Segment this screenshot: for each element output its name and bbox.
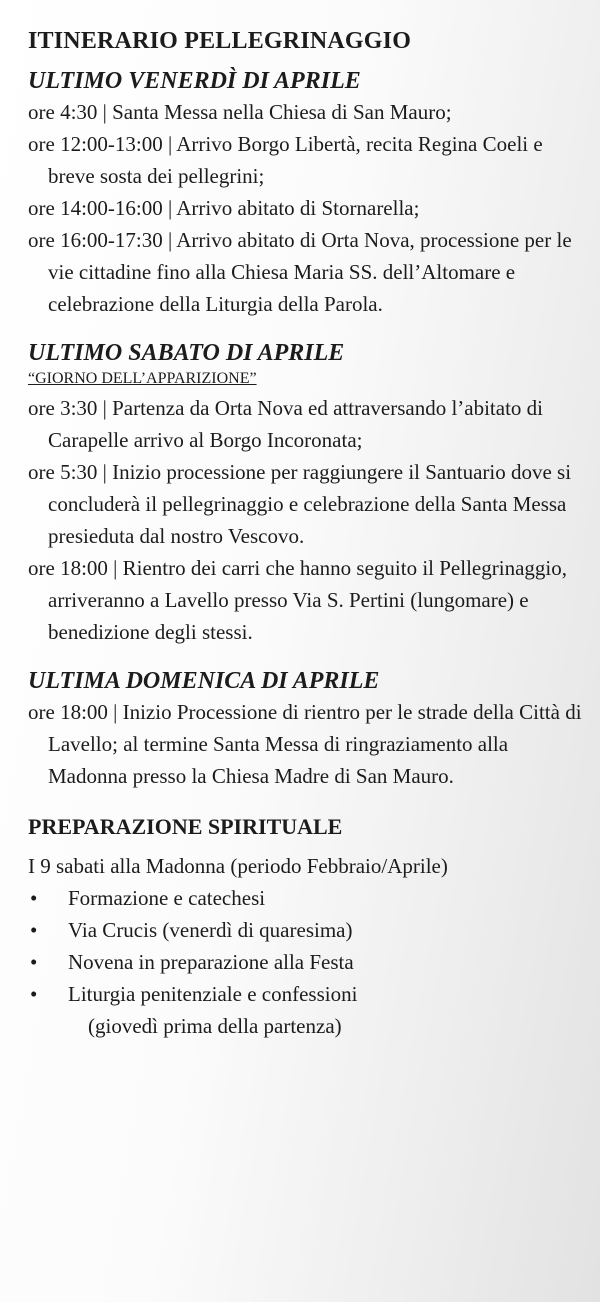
section-title: ULTIMO SABATO DI APRILE [28,340,345,366]
section-ultimo-venerdi [28,66,586,320]
bullet-icon: • [30,886,38,910]
schedule-entry: ore 3:30 | Partenza da Orta Nova ed attraversando l’abitato di Carapelle arrivo al Borgo Incoronata; [28,396,544,452]
list-item-label: Liturgia penitenziale e confessioni [68,982,358,1006]
list-item-label: Via Crucis (venerdì di quaresima) [68,918,353,942]
schedule-entry: ore 4:30 | Santa Messa nella Chiesa di San Mauro; [28,100,452,124]
section-title: ULTIMO VENERDÌ DI APRILE [28,68,361,94]
list-item [28,946,586,978]
schedule-entry: ore 5:30 | Inizio processione per raggiungere il Santuario dove si concluderà il pellegrinaggio e celebrazione della Santa Messa presieduta dal nostro Vescovo. [28,460,572,548]
list-item-label: Formazione e catechesi [68,886,266,910]
schedule-entry: ore 14:00-16:00 | Arrivo abitato di Stornarella; [28,196,420,220]
list-item [28,978,586,1042]
section-ultima-domenica [28,666,586,792]
bullet-icon: • [30,950,38,974]
section-subtitle: “GIORNO DELL’APPARIZIONE” [28,370,257,387]
schedule-entry: ore 16:00-17:30 | Arrivo abitato di Orta Nova, processione per le vie cittadine fino alla Chiesa Maria SS. dell’Altomare e celebrazione della Liturgia della Parola. [28,228,572,316]
list-item-note: (giovedì prima della partenza) [88,1014,342,1038]
list-item [28,882,586,914]
schedule-entry: ore 18:00 | Inizio Processione di rientro per le strade della Città di Lavello; al termine Santa Messa di ringraziamento alla Madonna presso la Chiesa Madre di San Mauro. [28,700,582,788]
list-item-label: Novena in preparazione alla Festa [68,950,354,974]
list-item [28,914,586,946]
section-title: ULTIMA DOMENICA DI APRILE [28,668,380,694]
section-preparazione [28,810,586,1042]
preparation-title: PREPARAZIONE SPIRITUALE [28,814,343,839]
preparation-intro: I 9 sabati alla Madonna (periodo Febbraio/Aprile) [28,854,448,878]
bullet-icon: • [30,918,38,942]
schedule-entry: ore 12:00-13:00 | Arrivo Borgo Libertà, recita Regina Coeli e breve sosta dei pellegrini; [28,132,543,188]
bullet-icon: • [30,982,38,1006]
schedule-entry: ore 18:00 | Rientro dei carri che hanno seguito il Pellegrinaggio, arriveranno a Lavello presso Via S. Pertini (lungomare) e benedizione degli stessi. [28,556,567,644]
preparation-list [28,882,586,1042]
page-title: ITINERARIO PELLEGRINAGGIO [28,28,412,54]
section-ultimo-sabato [28,338,586,648]
